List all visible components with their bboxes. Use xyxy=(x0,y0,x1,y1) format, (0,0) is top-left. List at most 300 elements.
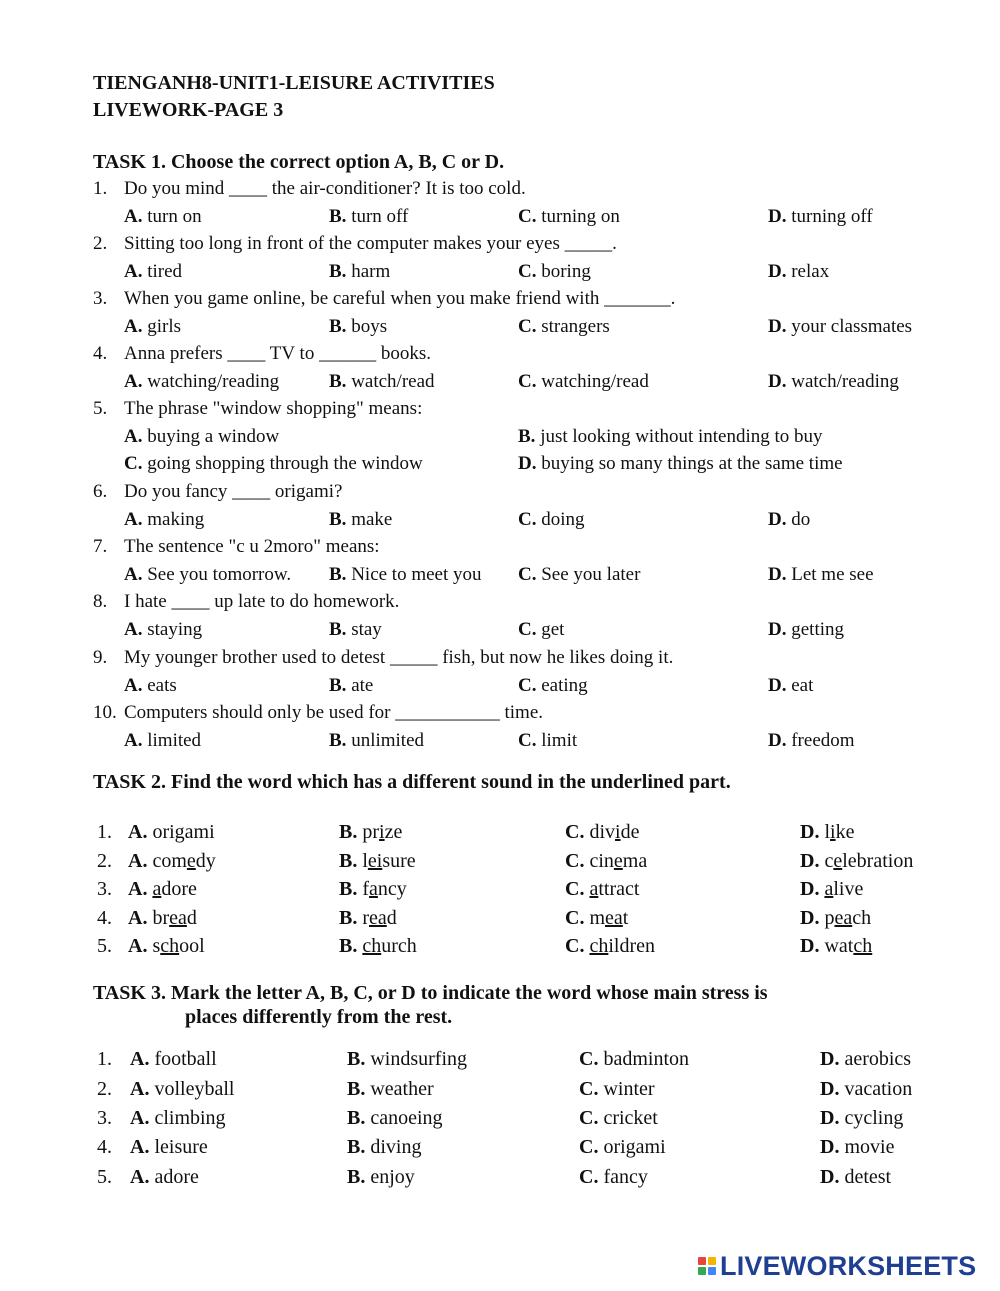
option-c xyxy=(579,1077,655,1101)
option-a-letter: A. xyxy=(124,619,143,640)
word-prefix: c xyxy=(824,850,834,872)
option-d-letter: D. xyxy=(768,675,787,696)
underlined-part: ch xyxy=(160,935,180,957)
option-a-text: staying xyxy=(147,619,203,640)
option-d-text: freedom xyxy=(791,730,855,751)
option-a-text: adore xyxy=(154,1166,199,1188)
word-prefix: l xyxy=(362,850,368,872)
option-a xyxy=(130,1047,217,1071)
underlined-part: ei xyxy=(367,850,383,872)
underlined-part: a xyxy=(589,878,599,900)
option-a-text: girls xyxy=(147,316,182,337)
option-letter: C. xyxy=(565,850,585,872)
question-text: Sitting too long in front of the computer makes your eyes _____. xyxy=(124,233,617,254)
option-d-letter: D. xyxy=(518,453,537,474)
word-suffix: d xyxy=(386,907,397,929)
option-letter: C. xyxy=(565,935,585,957)
option-b-letter: B. xyxy=(347,1136,366,1158)
option-a-letter: A. xyxy=(130,1048,150,1070)
option-c xyxy=(518,508,585,532)
word-prefix: l xyxy=(824,821,831,843)
logo-text: LIVEWORKSHEETS xyxy=(720,1250,977,1281)
question-number: 4. xyxy=(97,1136,112,1158)
option-b-letter: B. xyxy=(329,675,347,696)
option-b-letter: B. xyxy=(329,509,347,530)
option-d-text: do xyxy=(791,509,811,530)
option-d-letter: D. xyxy=(820,1166,840,1188)
option-d-letter: D. xyxy=(768,619,787,640)
option-c xyxy=(579,1165,648,1189)
option-b xyxy=(339,934,417,958)
option-a-text: limited xyxy=(147,730,202,751)
option-c xyxy=(518,729,577,753)
option-c-letter: C. xyxy=(518,261,537,282)
option-d-text: eat xyxy=(791,675,814,696)
option-b xyxy=(347,1165,415,1189)
option-b-text: turn off xyxy=(351,206,409,227)
option-letter: D. xyxy=(800,935,820,957)
logo-square xyxy=(708,1257,716,1265)
option-a xyxy=(128,820,215,844)
word-prefix: wat xyxy=(824,935,854,957)
option-d-text: relax xyxy=(791,261,830,282)
option-a-letter: A. xyxy=(130,1166,150,1188)
underlined-part: ch xyxy=(589,935,609,957)
word-suffix: t xyxy=(622,907,629,929)
underlined-part: e xyxy=(613,850,623,872)
underlined-part: ea xyxy=(605,907,623,929)
option-b-text: windsurfing xyxy=(370,1048,468,1070)
option-c xyxy=(518,260,591,284)
option-b xyxy=(329,260,390,284)
option-c xyxy=(565,906,628,930)
question-number: 7. xyxy=(93,536,108,557)
question-number: 2. xyxy=(97,1078,112,1100)
option-c-text: origami xyxy=(603,1136,666,1158)
option-b xyxy=(329,508,392,532)
logo-square xyxy=(698,1257,706,1265)
word-suffix: sure xyxy=(382,850,416,872)
option-b-letter: B. xyxy=(329,730,347,751)
option-b xyxy=(339,877,407,901)
underlined-part: i xyxy=(830,821,836,843)
option-letter: B. xyxy=(339,935,358,957)
option-d xyxy=(768,508,810,532)
option-a-text: tired xyxy=(147,261,183,282)
option-a xyxy=(124,205,202,229)
option-c-text: going shopping through the window xyxy=(147,453,423,474)
word-suffix: ze xyxy=(384,821,403,843)
option-c-text: watching/read xyxy=(541,371,649,392)
option-letter: B. xyxy=(339,878,358,900)
option-b xyxy=(329,618,382,642)
option-b-letter: B. xyxy=(347,1078,366,1100)
option-d xyxy=(768,674,813,698)
option-b xyxy=(329,729,424,753)
option-b-letter: B. xyxy=(329,564,347,585)
option-a-text: leisure xyxy=(154,1136,208,1158)
option-a-letter: A. xyxy=(124,316,143,337)
option-d-text: your classmates xyxy=(791,316,913,337)
option-a-letter: A. xyxy=(124,675,143,696)
logo-square xyxy=(708,1267,716,1275)
option-d-letter: D. xyxy=(820,1078,840,1100)
option-d xyxy=(768,205,873,229)
option-letter: A. xyxy=(128,878,148,900)
option-letter: D. xyxy=(800,878,820,900)
option-a xyxy=(128,906,197,930)
option-d-letter: D. xyxy=(768,564,787,585)
option-d xyxy=(768,563,874,587)
underlined-part: a xyxy=(824,878,834,900)
option-b-letter: B. xyxy=(329,619,347,640)
option-a xyxy=(124,315,181,339)
option-c xyxy=(565,934,655,958)
option-d-letter: D. xyxy=(768,509,787,530)
option-letter: B. xyxy=(339,821,358,843)
option-a xyxy=(128,849,216,873)
option-d xyxy=(768,370,899,394)
option-d-text: watch/reading xyxy=(791,371,899,392)
option-c-letter: C. xyxy=(518,675,537,696)
option-a-letter: A. xyxy=(124,371,143,392)
option-a-letter: A. xyxy=(124,564,143,585)
question-number: 2. xyxy=(97,850,112,872)
option-c xyxy=(579,1135,666,1159)
question-number: 9. xyxy=(93,647,108,668)
word-prefix: pr xyxy=(362,821,380,843)
worksheet-subtitle: LIVEWORK-PAGE 3 xyxy=(93,99,284,121)
option-b-letter: B. xyxy=(329,206,347,227)
option-c-letter: C. xyxy=(518,564,537,585)
word-suffix: ami xyxy=(184,821,215,843)
option-letter: B. xyxy=(339,907,358,929)
option-letter: C. xyxy=(565,907,585,929)
option-d xyxy=(820,1047,911,1071)
word-prefix: m xyxy=(589,907,606,929)
option-letter: A. xyxy=(128,850,148,872)
option-b xyxy=(347,1106,443,1130)
option-c xyxy=(565,849,647,873)
option-c-text: fancy xyxy=(603,1166,648,1188)
option-d xyxy=(768,618,844,642)
option-letter: A. xyxy=(128,907,148,929)
question-number: 10. xyxy=(93,702,117,723)
option-b-letter: B. xyxy=(347,1107,366,1129)
option-a-text: watching/reading xyxy=(147,371,280,392)
option-c-text: limit xyxy=(541,730,578,751)
question-text: Anna prefers ____ TV to ______ books. xyxy=(124,343,431,364)
underlined-part: a xyxy=(369,878,378,900)
task2-title: TASK 2. Find the word which has a different sound in the underlined part. xyxy=(93,771,731,793)
word-prefix: com xyxy=(152,850,187,872)
underlined-part: ch xyxy=(362,935,382,957)
option-c-text: get xyxy=(541,619,565,640)
option-b-letter: B. xyxy=(347,1166,366,1188)
option-c-text: strangers xyxy=(541,316,610,337)
option-d xyxy=(800,849,913,873)
option-a xyxy=(124,563,291,587)
option-letter: C. xyxy=(565,821,585,843)
option-b xyxy=(347,1077,434,1101)
option-c xyxy=(518,674,588,698)
option-b-text: just looking without intending to buy xyxy=(540,426,823,447)
question-number: 4. xyxy=(93,343,108,364)
option-b xyxy=(329,674,373,698)
option-c xyxy=(518,618,564,642)
option-c-letter: C. xyxy=(518,371,537,392)
option-a-text: football xyxy=(154,1048,217,1070)
question-number: 1. xyxy=(93,178,108,199)
option-c xyxy=(124,452,423,476)
option-c-letter: C. xyxy=(518,206,537,227)
option-c-letter: C. xyxy=(579,1078,599,1100)
option-c-letter: C. xyxy=(124,453,143,474)
word-prefix: r xyxy=(362,907,370,929)
question-text: The sentence "c u 2moro" means: xyxy=(124,536,380,557)
logo-icon xyxy=(698,1257,716,1275)
option-d-letter: D. xyxy=(768,371,787,392)
option-c-text: See you later xyxy=(541,564,641,585)
option-b xyxy=(339,820,402,844)
option-b-text: ate xyxy=(351,675,374,696)
task3-title-line1: TASK 3. Mark the letter A, B, C, or D to indicate the word whose main stress is xyxy=(93,982,768,1004)
worksheet-title: TIENGANH8-UNIT1-LEISURE ACTIVITIES xyxy=(93,72,495,94)
underlined-part: g xyxy=(174,821,185,843)
word-suffix: ttract xyxy=(598,878,640,900)
option-b-text: Nice to meet you xyxy=(351,564,482,585)
word-suffix: ma xyxy=(622,850,648,872)
underlined-part: ea xyxy=(169,907,187,929)
option-b xyxy=(339,849,416,873)
option-d-letter: D. xyxy=(820,1136,840,1158)
option-d-text: movie xyxy=(844,1136,895,1158)
question-number: 4. xyxy=(97,907,112,929)
underlined-part: e xyxy=(186,850,196,872)
option-letter: D. xyxy=(800,850,820,872)
option-b-text: enjoy xyxy=(370,1166,415,1188)
option-b-letter: B. xyxy=(518,426,536,447)
option-a-letter: A. xyxy=(124,426,143,447)
option-b-text: stay xyxy=(351,619,382,640)
option-d-text: vacation xyxy=(844,1078,913,1100)
option-c xyxy=(579,1106,658,1130)
word-suffix: ch xyxy=(852,907,872,929)
option-d xyxy=(800,906,871,930)
option-a xyxy=(128,934,205,958)
option-d-letter: D. xyxy=(820,1107,840,1129)
word-prefix: div xyxy=(589,821,616,843)
option-b-letter: B. xyxy=(329,371,347,392)
task3-title xyxy=(93,981,768,1029)
option-a xyxy=(124,729,201,753)
question-number: 1. xyxy=(97,821,112,843)
option-d-text: getting xyxy=(791,619,845,640)
option-a xyxy=(124,618,202,642)
word-suffix: ke xyxy=(835,821,855,843)
word-prefix: f xyxy=(362,878,370,900)
option-d-text: buying so many things at the same time xyxy=(541,453,843,474)
option-d-letter: D. xyxy=(768,206,787,227)
question-text: The phrase "window shopping" means: xyxy=(124,398,423,419)
option-d xyxy=(768,729,855,753)
option-a xyxy=(130,1135,208,1159)
option-a-letter: A. xyxy=(124,509,143,530)
question-number: 3. xyxy=(97,878,112,900)
option-d xyxy=(768,315,912,339)
underlined-part: ea xyxy=(834,907,853,929)
option-a-letter: A. xyxy=(124,206,143,227)
underlined-part: a xyxy=(152,878,162,900)
word-suffix: lebration xyxy=(842,850,914,872)
option-b-text: diving xyxy=(370,1136,422,1158)
option-c-letter: C. xyxy=(579,1107,599,1129)
option-letter: A. xyxy=(128,821,148,843)
option-c xyxy=(518,315,610,339)
option-a-text: buying a window xyxy=(147,426,280,447)
option-a-letter: A. xyxy=(124,730,143,751)
question-text: Do you mind ____ the air-conditioner? It is too cold. xyxy=(124,178,526,199)
option-b-text: canoeing xyxy=(370,1107,443,1129)
option-d xyxy=(820,1165,891,1189)
word-suffix: de xyxy=(620,821,640,843)
option-d xyxy=(768,260,829,284)
option-d-letter: D. xyxy=(768,316,787,337)
option-c-text: winter xyxy=(603,1078,655,1100)
option-letter: D. xyxy=(800,821,820,843)
option-a-letter: A. xyxy=(130,1107,150,1129)
option-d xyxy=(820,1077,912,1101)
option-b-text: harm xyxy=(351,261,391,282)
option-d xyxy=(518,452,843,476)
option-c xyxy=(518,370,649,394)
underlined-part: i xyxy=(379,821,385,843)
question-number: 8. xyxy=(93,591,108,612)
option-c-letter: C. xyxy=(518,316,537,337)
option-a-letter: A. xyxy=(130,1078,150,1100)
option-d xyxy=(800,934,872,958)
option-c-letter: C. xyxy=(579,1136,599,1158)
word-suffix: live xyxy=(833,878,864,900)
option-a xyxy=(124,260,182,284)
option-d-text: aerobics xyxy=(844,1048,912,1070)
option-c-text: badminton xyxy=(603,1048,689,1070)
question-text: When you game online, be careful when you make friend with _______. xyxy=(124,288,676,309)
option-c-letter: C. xyxy=(579,1166,599,1188)
logo-square xyxy=(698,1267,706,1275)
word-suffix: dore xyxy=(161,878,197,900)
option-d xyxy=(800,820,854,844)
option-a xyxy=(130,1106,226,1130)
option-b-text: make xyxy=(351,509,393,530)
word-suffix: d xyxy=(186,907,197,929)
option-d xyxy=(800,877,863,901)
option-d-letter: D. xyxy=(768,261,787,282)
option-b xyxy=(329,563,482,587)
question-number: 3. xyxy=(97,1107,112,1129)
word-prefix: p xyxy=(824,907,835,929)
option-c-text: boring xyxy=(541,261,591,282)
option-c-text: cricket xyxy=(603,1107,658,1129)
option-a xyxy=(128,877,197,901)
question-number: 5. xyxy=(93,398,108,419)
question-number: 2. xyxy=(93,233,108,254)
underlined-part: e xyxy=(833,850,843,872)
option-a-text: making xyxy=(147,509,205,530)
option-a-text: See you tomorrow. xyxy=(147,564,292,585)
option-a xyxy=(130,1077,234,1101)
option-a xyxy=(124,674,177,698)
option-a xyxy=(124,370,279,394)
question-number: 6. xyxy=(93,481,108,502)
question-text: Computers should only be used for ___________ time. xyxy=(124,702,544,723)
question-text: My younger brother used to detest _____ fish, but now he likes doing it. xyxy=(124,647,674,668)
task1-title: TASK 1. Choose the correct option A, B, C or D. xyxy=(93,151,505,173)
word-prefix: s xyxy=(152,935,161,957)
option-b-text: boys xyxy=(351,316,388,337)
word-suffix: ncy xyxy=(377,878,407,900)
question-number: 5. xyxy=(97,1166,112,1188)
option-b-letter: B. xyxy=(329,261,347,282)
option-a-text: turn on xyxy=(147,206,202,227)
option-d-letter: D. xyxy=(768,730,787,751)
option-c-text: doing xyxy=(541,509,585,530)
option-letter: C. xyxy=(565,878,585,900)
option-b-letter: B. xyxy=(347,1048,366,1070)
option-c-letter: C. xyxy=(518,730,537,751)
option-b xyxy=(347,1047,467,1071)
option-a-letter: A. xyxy=(124,261,143,282)
option-a xyxy=(130,1165,199,1189)
option-c xyxy=(579,1047,689,1071)
word-prefix: cin xyxy=(589,850,614,872)
task3-title-line2: places differently from the rest. xyxy=(185,1006,453,1028)
word-prefix: ori xyxy=(152,821,175,843)
option-d-text: turning off xyxy=(791,206,873,227)
option-d xyxy=(820,1106,903,1130)
liveworksheets-logo xyxy=(698,1248,976,1284)
option-d xyxy=(820,1135,894,1159)
option-c xyxy=(565,877,639,901)
underlined-part: ch xyxy=(853,935,873,957)
underlined-part: i xyxy=(615,821,621,843)
word-suffix: dy xyxy=(195,850,216,872)
option-c xyxy=(565,820,639,844)
option-b-text: unlimited xyxy=(351,730,425,751)
option-b-text: watch/read xyxy=(351,371,435,392)
option-b xyxy=(518,425,823,449)
option-d-text: detest xyxy=(844,1166,892,1188)
option-a-letter: A. xyxy=(130,1136,150,1158)
option-c xyxy=(518,205,620,229)
option-b xyxy=(329,205,408,229)
option-a-text: eats xyxy=(147,675,177,696)
word-suffix: ool xyxy=(179,935,205,957)
option-letter: B. xyxy=(339,850,358,872)
option-b xyxy=(329,315,387,339)
option-c xyxy=(518,563,640,587)
word-suffix: ildren xyxy=(608,935,655,957)
option-letter: A. xyxy=(128,935,148,957)
option-b xyxy=(339,906,397,930)
question-text: Do you fancy ____ origami? xyxy=(124,481,343,502)
option-c-letter: C. xyxy=(518,619,537,640)
option-b-letter: B. xyxy=(329,316,347,337)
option-c-text: eating xyxy=(541,675,588,696)
option-a xyxy=(124,425,279,449)
question-number: 3. xyxy=(93,288,108,309)
option-d-text: Let me see xyxy=(791,564,874,585)
